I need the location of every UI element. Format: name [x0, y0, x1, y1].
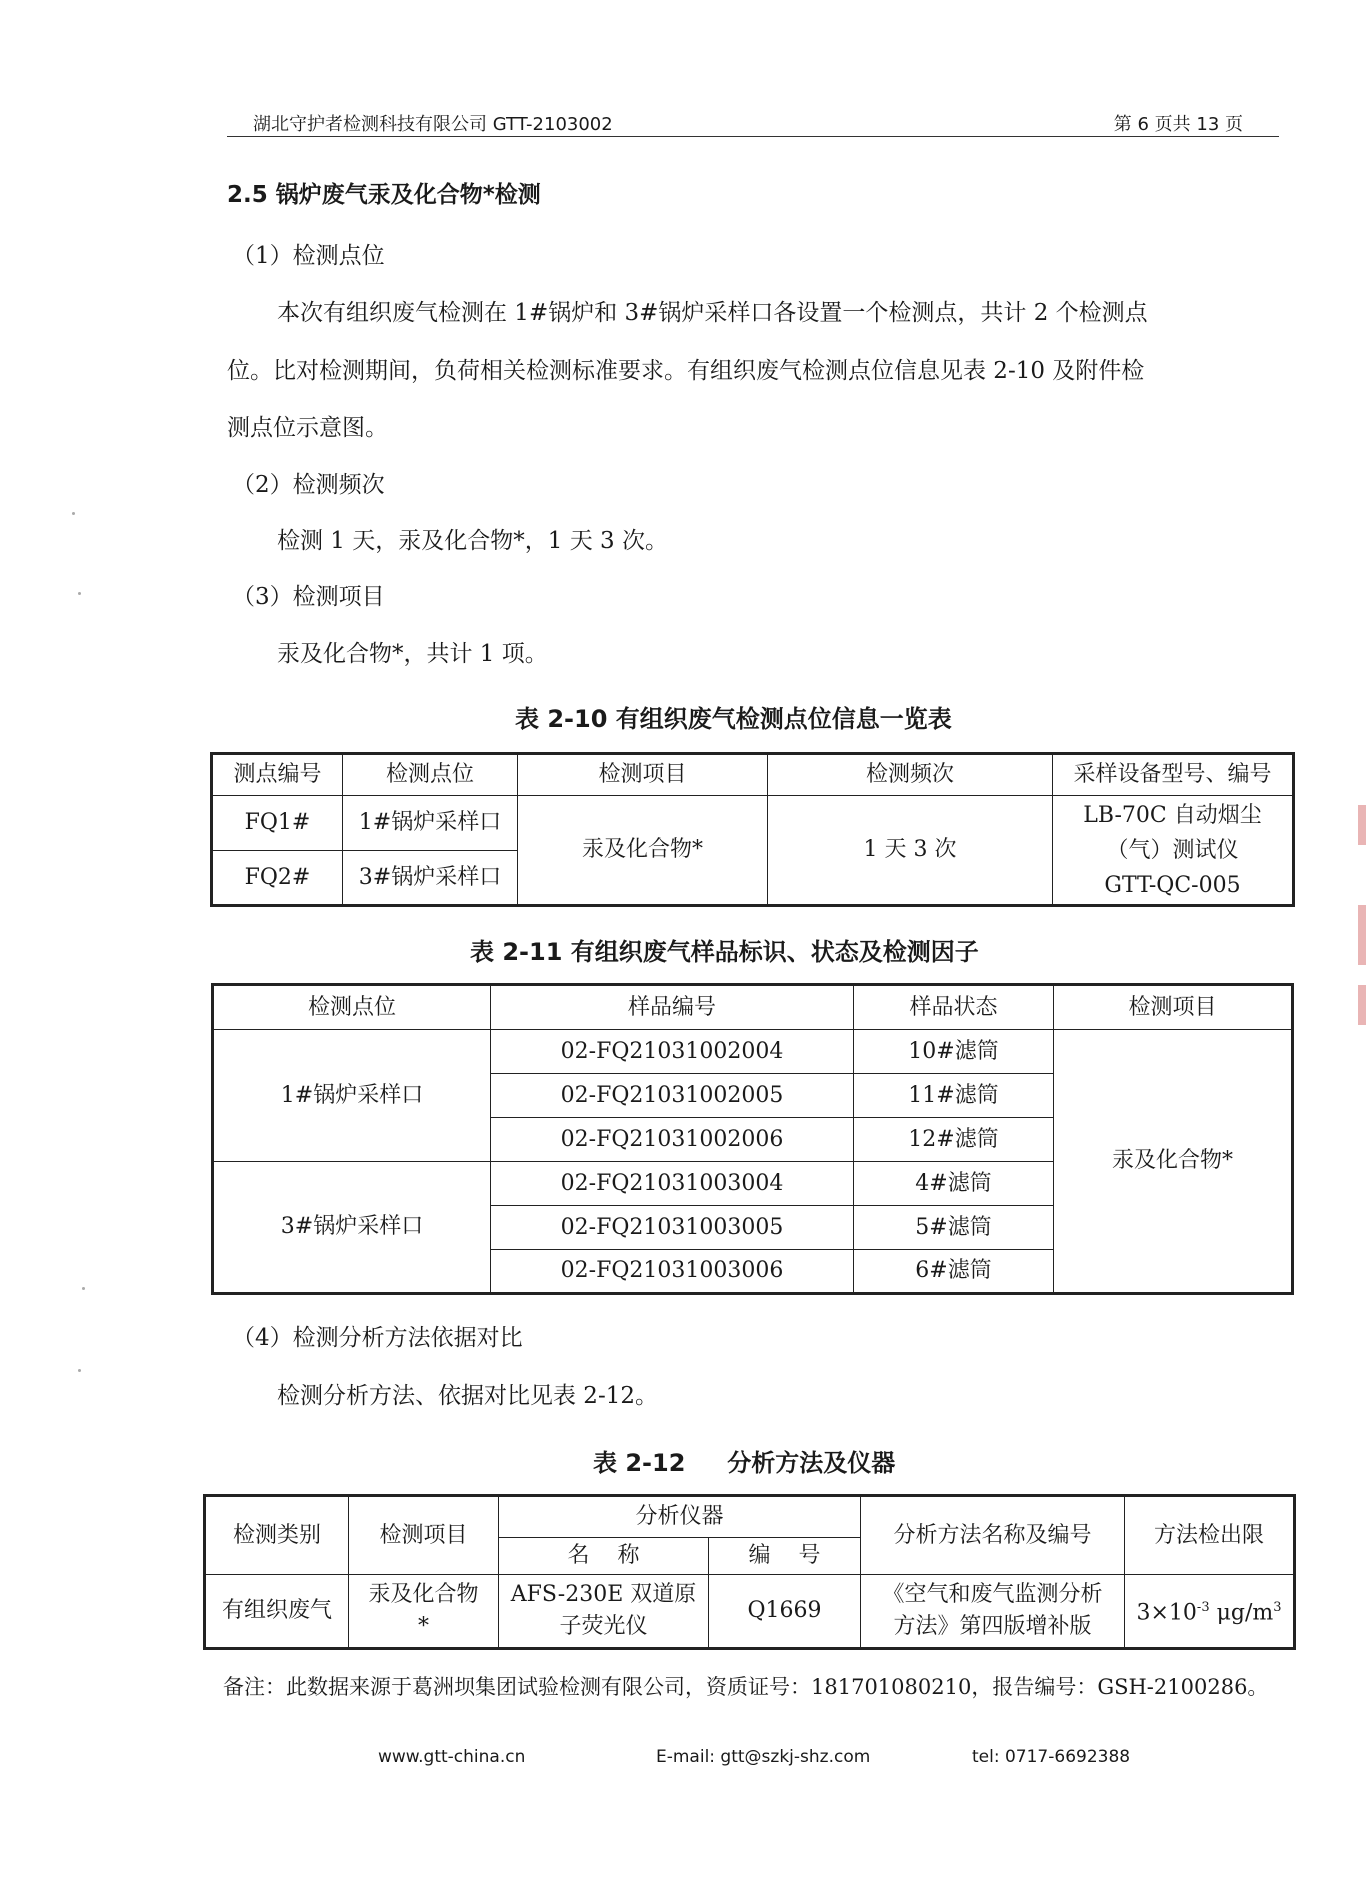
paragraph-items: 汞及化合物*，共计 1 项。: [277, 641, 548, 667]
table-2-12-limit: [1125, 1575, 1295, 1649]
table-2-10-header-row: [212, 754, 1294, 796]
table-2-10-header-site: 检测点位: [343, 754, 518, 796]
sample-id: 02-FQ21031002004: [491, 1030, 854, 1074]
scan-speck: [72, 512, 75, 515]
limit-exponent: -3: [1196, 1600, 1210, 1616]
sample-state: 5#滤筒: [854, 1206, 1054, 1250]
table-2-10-point-id: FQ2#: [212, 851, 343, 906]
seal-edge-mark: [1358, 985, 1366, 1025]
footer-email: E-mail: gtt@szkj-shz.com: [656, 1747, 871, 1767]
table-2-10-item: 汞及化合物*: [518, 796, 768, 906]
table-2-11-header-sample-state: 样品状态: [854, 985, 1054, 1030]
table-row: [213, 1030, 1293, 1074]
table-2-12-header-category: 检测类别: [205, 1496, 349, 1575]
table-2-11-header-sample-id: 样品编号: [491, 985, 854, 1030]
table-2-12-header-limit: 方法检出限: [1125, 1496, 1295, 1575]
table-2-12-header-instrument-code: 编 号: [709, 1538, 861, 1575]
table-2-10-caption: 表 2-10 有组织废气检测点位信息一览表: [515, 705, 952, 733]
table-2-10-point-site: 1#锅炉采样口: [343, 796, 518, 851]
seal-edge-mark: [1358, 805, 1366, 845]
footnote: 备注：此数据来源于葛洲坝集团试验检测有限公司，资质证号：181701080210，报告编号：GSH-2100286。: [223, 1675, 1269, 1699]
sample-id: 02-FQ21031003006: [491, 1250, 854, 1294]
sample-state: 6#滤筒: [854, 1250, 1054, 1294]
table-2-10-header-item: 检测项目: [518, 754, 768, 796]
subsection-location: （1）检测点位: [232, 243, 385, 269]
paragraph-location-line3: 测点位示意图。: [227, 415, 388, 441]
paragraph-location-line1: 本次有组织废气检测在 1#锅炉和 3#锅炉采样口各设置一个检测点，共计 2 个检测点: [277, 300, 1148, 326]
paragraph-method: 检测分析方法、依据对比见表 2-12。: [277, 1383, 658, 1409]
table-2-11-header-item: 检测项目: [1054, 985, 1293, 1030]
sample-state: 12#滤筒: [854, 1118, 1054, 1162]
limit-base: 3×10: [1136, 1600, 1197, 1626]
limit-unit-exponent: 3: [1273, 1600, 1282, 1616]
table-2-10-point-id: FQ1#: [212, 796, 343, 851]
sample-state: 11#滤筒: [854, 1074, 1054, 1118]
table-2-10-frequency: 1 天 3 次: [768, 796, 1053, 906]
equipment-line: （气）测试仪: [1106, 837, 1239, 863]
sample-state: 10#滤筒: [854, 1030, 1054, 1074]
sample-id: 02-FQ21031003004: [491, 1162, 854, 1206]
table-row: [212, 796, 1294, 851]
table-2-12-item: [349, 1575, 499, 1649]
header-page-number: 第 6 页共 13 页: [1113, 114, 1243, 135]
method-line: 《空气和废气监测分析: [882, 1582, 1103, 1607]
table-2-12-header-row: [205, 1496, 1295, 1538]
paragraph-location-line2: 位。比对检测期间，负荷相关检测标准要求。有组织废气检测点位信息见表 2-10 及附件检: [227, 358, 1145, 384]
footer-tel: tel: 0717-6692388: [972, 1747, 1131, 1767]
subsection-frequency: （2）检测频次: [232, 472, 385, 498]
table-2-12-instrument-name: [499, 1575, 709, 1649]
table-2-10-point-site: 3#锅炉采样口: [343, 851, 518, 906]
table-2-10-header-id: 测点编号: [212, 754, 343, 796]
table-2-11-caption: 表 2-11 有组织废气样品标识、状态及检测因子: [470, 938, 979, 966]
item-line: *: [418, 1614, 429, 1639]
scan-speck: [78, 1369, 81, 1372]
table-2-12-header-instrument: 分析仪器: [499, 1496, 861, 1538]
table-2-10-equipment: [1053, 796, 1294, 906]
sample-id: 02-FQ21031003005: [491, 1206, 854, 1250]
table-2-12: [203, 1494, 1296, 1650]
item-line: 汞及化合物: [368, 1582, 479, 1607]
table-2-12-header-item: 检测项目: [349, 1496, 499, 1575]
table-2-12-instrument-code: Q1669: [709, 1575, 861, 1649]
table-2-12-caption: 表 2-12 分析方法及仪器: [593, 1449, 896, 1477]
footer-website: www.gtt-china.cn: [378, 1747, 526, 1767]
subsection-method: （4）检测分析方法依据对比: [232, 1325, 523, 1351]
table-2-12-method: [861, 1575, 1125, 1649]
method-line: 方法》第四版增补版: [893, 1614, 1092, 1639]
subsection-items: （3）检测项目: [232, 584, 385, 610]
table-2-11: [211, 983, 1294, 1295]
equipment-line: LB-70C 自动烟尘: [1083, 802, 1262, 828]
limit-unit: μg/m: [1209, 1600, 1274, 1626]
table-2-11-site: 3#锅炉采样口: [213, 1162, 491, 1294]
seal-edge-mark: [1358, 905, 1366, 965]
table-row: [205, 1575, 1295, 1649]
table-2-10: [210, 752, 1295, 907]
table-2-11-site: 1#锅炉采样口: [213, 1030, 491, 1162]
sample-id: 02-FQ21031002005: [491, 1074, 854, 1118]
section-title: 2.5 锅炉废气汞及化合物*检测: [227, 182, 541, 208]
sample-state: 4#滤筒: [854, 1162, 1054, 1206]
paragraph-frequency: 检测 1 天，汞及化合物*，1 天 3 次。: [277, 528, 668, 554]
table-2-12-category: 有组织废气: [205, 1575, 349, 1649]
table-2-12-header-instrument-name: 名 称: [499, 1538, 709, 1575]
table-2-11-header-site: 检测点位: [213, 985, 491, 1030]
equipment-line: GTT-QC-005: [1104, 872, 1241, 898]
instrument-line: 子荧光仪: [559, 1614, 648, 1639]
table-2-11-item: 汞及化合物*: [1054, 1030, 1293, 1294]
table-2-11-header-row: [213, 985, 1293, 1030]
table-2-10-header-equipment: 采样设备型号、编号: [1053, 754, 1294, 796]
table-2-12-header-method: 分析方法名称及编号: [861, 1496, 1125, 1575]
scan-speck: [78, 592, 81, 595]
header-company: 湖北守护者检测科技有限公司 GTT-2103002: [253, 114, 613, 135]
page-header: [227, 106, 1279, 137]
scan-speck: [82, 1287, 85, 1290]
instrument-line: AFS-230E 双道原: [510, 1582, 697, 1607]
table-2-10-header-frequency: 检测频次: [768, 754, 1053, 796]
sample-id: 02-FQ21031002006: [491, 1118, 854, 1162]
